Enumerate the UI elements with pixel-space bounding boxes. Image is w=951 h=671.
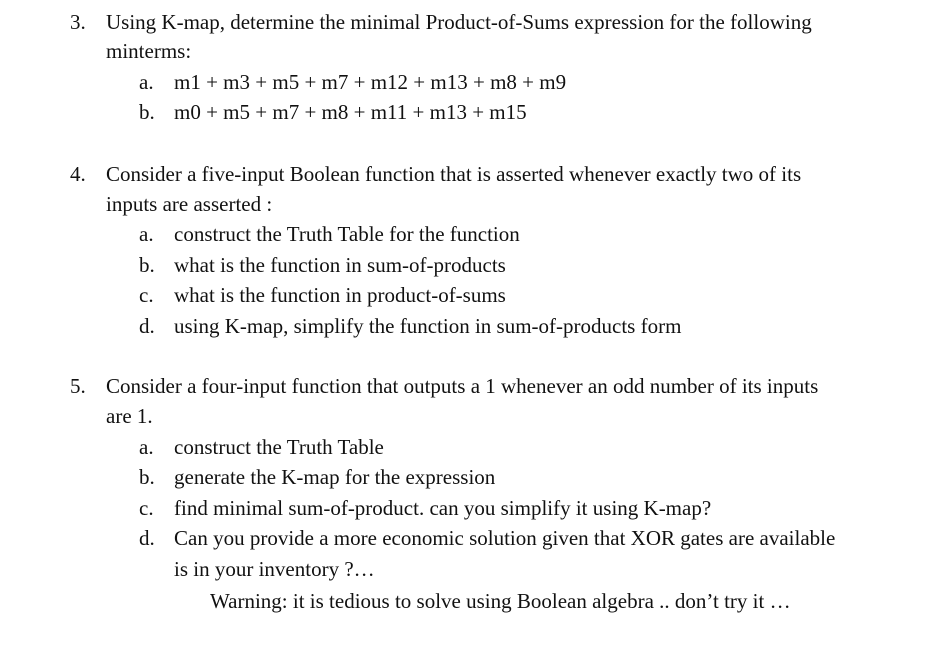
part-text: construct the Truth Table <box>174 435 384 459</box>
question-text-line: Consider a four-input function that outputs a 1 whenever an odd number of its inputs <box>106 374 819 398</box>
question-text-line: minterms: <box>106 39 192 63</box>
part-text: is in your inventory ?… <box>174 557 375 581</box>
part-text: using K-map, simplify the function in sum-of-products form <box>174 314 682 338</box>
part-letter: d. <box>139 526 155 550</box>
part-text: what is the function in sum-of-products <box>174 253 506 277</box>
part-letter: c. <box>139 283 154 307</box>
question-text-line: are 1. <box>106 404 153 428</box>
part-text: m0 + m5 + m7 + m8 + m11 + m13 + m15 <box>174 100 527 124</box>
part-text: what is the function in product-of-sums <box>174 283 506 307</box>
question-text-line: Consider a five-input Boolean function that is asserted whenever exactly two of its <box>106 162 802 186</box>
question-number: 5. <box>70 374 86 398</box>
part-letter: a. <box>139 222 154 246</box>
part-text: generate the K-map for the expression <box>174 465 496 489</box>
part-text: Can you provide a more economic solution given that XOR gates are available <box>174 526 836 550</box>
question-text-line: Using K-map, determine the minimal Product-of-Sums expression for the following <box>106 10 812 34</box>
part-letter: b. <box>139 100 155 124</box>
part-letter: a. <box>139 435 154 459</box>
part-text: m1 + m3 + m5 + m7 + m12 + m13 + m8 + m9 <box>174 70 567 94</box>
question-number: 4. <box>70 162 86 186</box>
part-letter: b. <box>139 253 155 277</box>
question-text-line: inputs are asserted : <box>106 192 273 216</box>
part-letter: a. <box>139 70 154 94</box>
part-text: find minimal sum-of-product. can you simplify it using K-map? <box>174 496 712 520</box>
part-letter: d. <box>139 314 155 338</box>
part-text: construct the Truth Table for the function <box>174 222 520 246</box>
warning-note: Warning: it is tedious to solve using Boolean algebra .. don’t try it … <box>210 589 791 613</box>
part-letter: b. <box>139 465 155 489</box>
part-letter: c. <box>139 496 154 520</box>
question-number: 3. <box>70 10 86 34</box>
